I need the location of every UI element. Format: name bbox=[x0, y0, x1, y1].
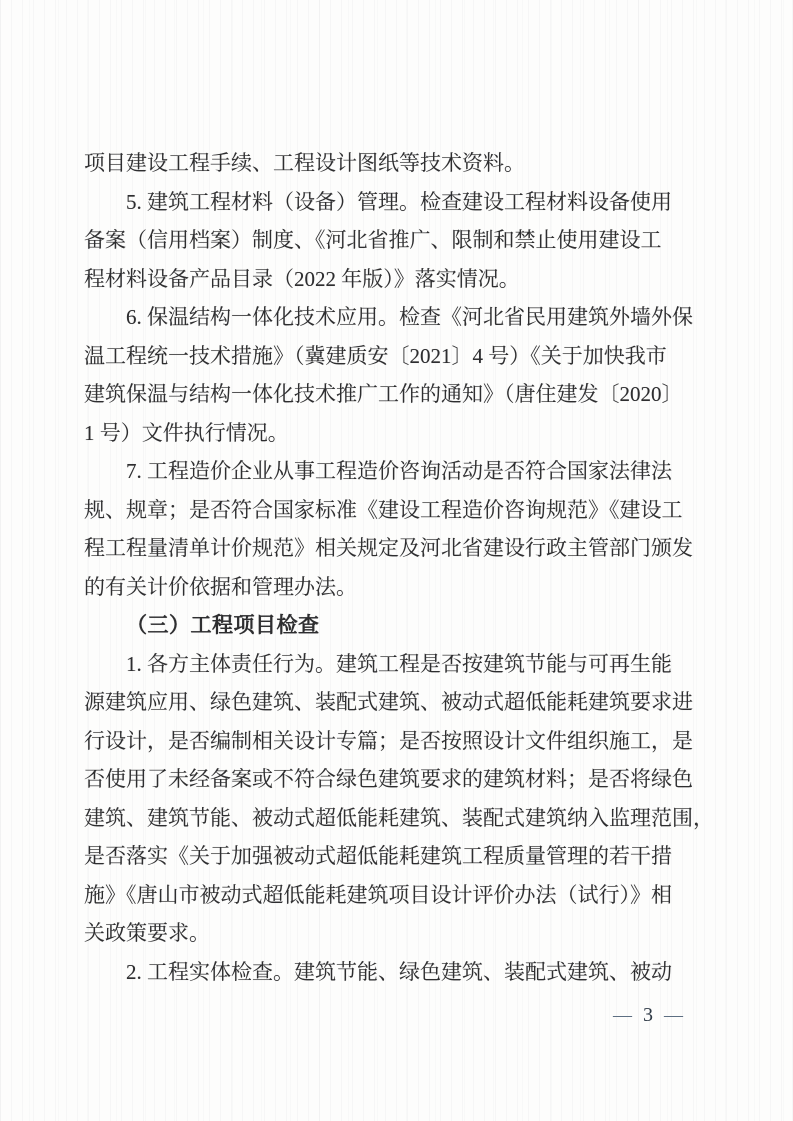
section-heading: （三）工程项目检查 bbox=[126, 613, 320, 637]
document-body bbox=[84, 144, 714, 991]
text-line: 关政策要求。 bbox=[84, 921, 210, 945]
page-number bbox=[603, 1004, 693, 1027]
page-number-dash-right: — bbox=[664, 1004, 683, 1026]
text-line: 温工程统一技术措施》（冀建质安〔2021〕4 号）《关于加快我市 bbox=[84, 343, 667, 368]
page-number-value: 3 bbox=[643, 1004, 653, 1026]
text-line: 程工程量清单计价规范》相关规定及河北省建设行政主管部门颁发 bbox=[84, 536, 693, 560]
text-line: 规、规章；是否符合国家标准《建设工程造价咨询规范》《建设工 bbox=[84, 497, 683, 522]
text-line: 2. 工程实体检查。建筑节能、绿色建筑、装配式建筑、被动 bbox=[126, 959, 672, 984]
text-line: 源建筑应用、绿色建筑、装配式建筑、被动式超低能耗建筑要求进 bbox=[84, 690, 693, 714]
text-line: 1 号）文件执行情况。 bbox=[84, 420, 289, 445]
text-line: 建筑、建筑节能、被动式超低能耗建筑、装配式建筑纳入监理范围， bbox=[84, 805, 714, 830]
text-line: 的有关计价依据和管理办法。 bbox=[84, 574, 357, 599]
page-number-dash-left: — bbox=[613, 1004, 632, 1026]
text-line: 行设计，是否编制相关设计专篇；是否按照设计文件组织施工，是 bbox=[84, 728, 693, 753]
text-line: 备案（信用档案）制度、《河北省推广、限制和禁止使用建设工 bbox=[84, 228, 662, 252]
text-line: 程材料设备产品目录（2022 年版）》落实情况。 bbox=[84, 266, 520, 291]
text-line: 5. 建筑工程材料（设备）管理。检查建设工程材料设备使用 bbox=[126, 189, 672, 214]
text-line: 7. 工程造价企业从事工程造价咨询活动是否符合国家法律法 bbox=[126, 459, 672, 483]
text-line: 项目建设工程手续、工程设计图纸等技术资料。 bbox=[84, 151, 525, 175]
text-line: 是否落实《关于加强被动式超低能耗建筑工程质量管理的若干措 bbox=[84, 844, 672, 868]
text-line: 施》《唐山市被动式超低能耗建筑项目设计评价办法（试行）》相 bbox=[84, 882, 672, 907]
text-line: 否使用了未经备案或不符合绿色建筑要求的建筑材料；是否将绿色 bbox=[84, 767, 693, 791]
text-line: 6. 保温结构一体化技术应用。检查《河北省民用建筑外墙外保 bbox=[126, 305, 693, 329]
text-line: 建筑保温与结构一体化技术推广工作的通知》（唐住建发〔2020〕 bbox=[84, 382, 683, 406]
text-line: 1. 各方主体责任行为。建筑工程是否按建筑节能与可再生能 bbox=[126, 651, 672, 676]
